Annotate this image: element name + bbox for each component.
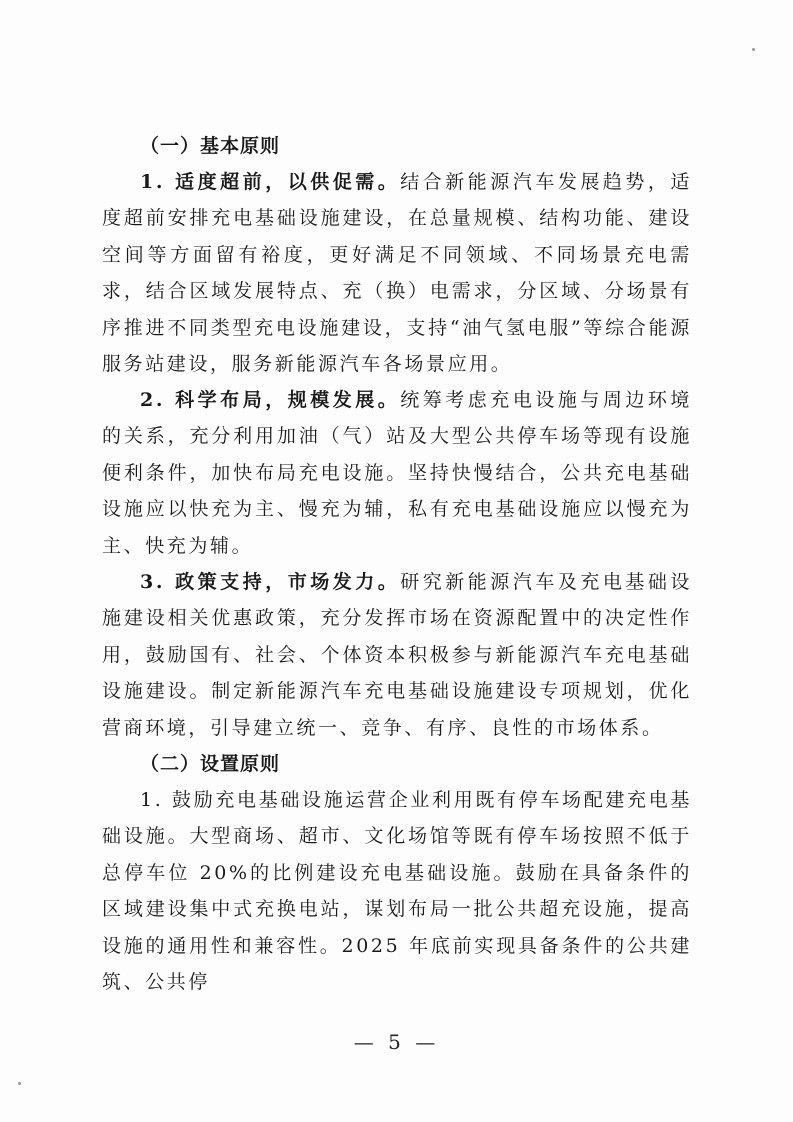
page-number: — 5 —: [353, 1030, 440, 1054]
paragraph-text: 研究新能源汽车及充电基础设施建设相关优惠政策，充分发挥市场在资源配置中的决定性作用，鼓励国有、社会、个体资本积极参与新能源汽车充电基础设施建设。制定新能源汽车充电基础设施建设专项规划，优化营商环境，引导建立统一、竞争、有序、良性的市场体系。: [102, 571, 692, 739]
paragraph-lead: 3. 政策支持，市场发力。: [140, 571, 401, 593]
scan-speck: [18, 1082, 21, 1085]
paragraph-text: 统筹考虑充电设施与周边环境的关系，充分利用加油（气）站及大型公共停车场等现有设施便利条件，加快布局充电设施。坚持快慢结合，公共充电基础设施应以快充为主、慢充为辅，私有充电基础设施应以慢充为主、快充为辅。: [102, 389, 692, 557]
scan-speck: [752, 48, 755, 51]
paragraph-text: 结合新能源汽车发展趋势，适度超前安排充电基础设施建设，在总量规模、结构功能、建设空间等方面留有裕度，更好满足不同领域、不同场景充电需求，结合区域发展特点、充（换）电需求，分区域、分场景有序推进不同类型充电设施建设，支持“油气氢电服”等综合能源服务站建设，服务新能源汽车各场景应用。: [102, 171, 692, 376]
paragraph-setting-1: [102, 782, 692, 994]
paragraph-lead: 1. 适度超前，以供促需。: [140, 171, 401, 193]
paragraph-principle-3: [102, 564, 692, 746]
paragraph-principle-2: [102, 382, 692, 564]
section-heading-setting-principles: （二）设置原则: [140, 753, 281, 775]
paragraph-principle-1: [102, 164, 692, 382]
section-heading-basic-principles: （一）基本原则: [140, 135, 281, 157]
paragraph-lead: 2. 科学布局，规模发展。: [140, 389, 401, 411]
document-body: [102, 128, 692, 994]
paragraph-text: 1. 鼓励充电基础设施运营企业利用既有停车场配建充电基础设施。大型商场、超市、文化场馆等既有停车场按照不低于总停车位 20%的比例建设充电基础设施。鼓励在具备条件的区域建设集中式充换电站，谋划布局一批公共超充设施，提高设施的通用性和兼容性。2025 年底前实现具备条件的公共建筑、公共停: [102, 789, 692, 994]
